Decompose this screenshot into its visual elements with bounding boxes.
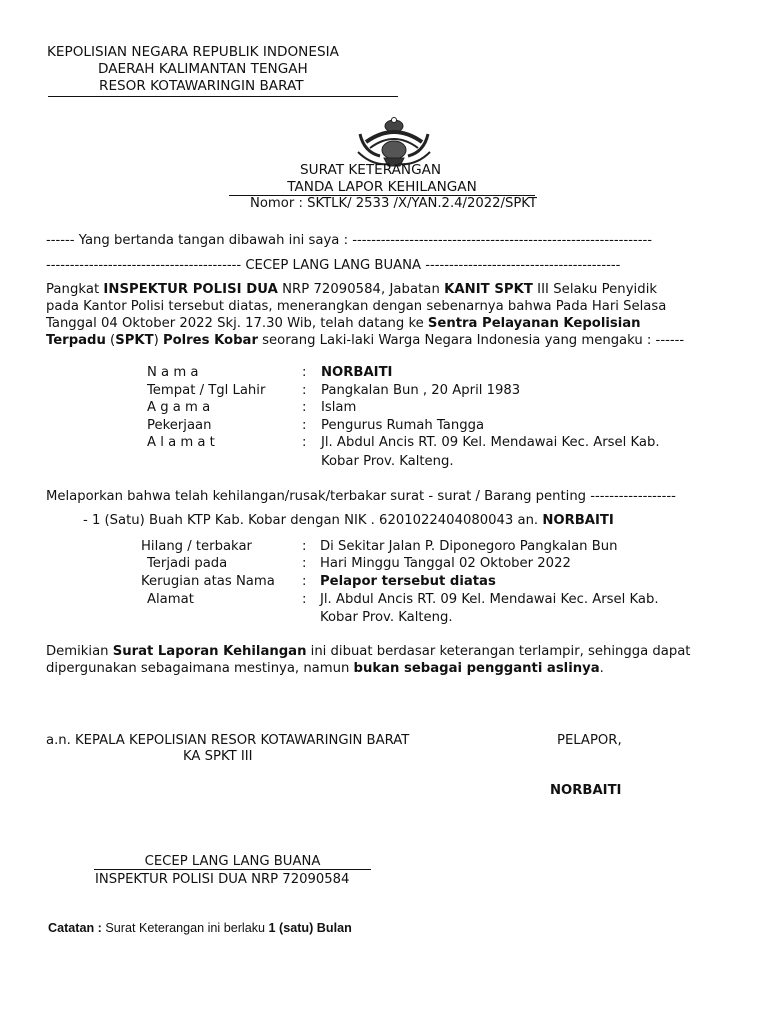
colon: : — [302, 574, 307, 589]
value: Di Sekitar Jalan P. Diponegoro Pangkalan Bun — [320, 539, 618, 554]
value-line-2: Kobar Prov. Kalteng. — [321, 454, 454, 469]
identity-name-row — [0, 365, 768, 382]
para1-line-2: pada Kantor Polisi tersebut diatas, menerangkan dengan sebenarnya bahwa Pada Hari Selasa — [46, 299, 667, 314]
officer-name: CECEP LANG LANG BUANA — [245, 258, 422, 273]
closing-line-2 — [46, 661, 604, 676]
label: A l a m a t — [147, 435, 215, 450]
officer-line — [46, 258, 620, 273]
label: Alamat — [147, 592, 194, 607]
label: N a m a — [147, 365, 199, 380]
closing-line-1 — [46, 644, 690, 659]
colon: : — [302, 539, 307, 554]
reporter-title: PELAPOR, — [557, 733, 622, 748]
text: dipergunakan sebagaimana mestinya, namun — [46, 661, 354, 676]
loss-owner-row — [0, 574, 768, 591]
dashes-right: ----------------------------------------- — [425, 258, 621, 273]
reporter-name: NORBAITI — [550, 783, 622, 798]
police-emblem — [354, 112, 434, 168]
para1-line-3 — [46, 316, 641, 331]
value: Jl. Abdul Ancis RT. 09 Kel. Mendawai Kec. Arsel Kab. — [320, 592, 659, 607]
loss-address-row — [0, 592, 768, 628]
text: Terpadu — [46, 333, 106, 348]
label: Tempat / Tgl Lahir — [147, 383, 266, 398]
label: Kerugian atas Nama — [141, 574, 275, 589]
text: ) — [153, 333, 163, 348]
para1-line-4 — [46, 333, 684, 348]
owner-name: NORBAITI — [542, 513, 614, 528]
signer-line: ------ Yang bertanda tangan dibawah ini saya : --------------------------------------------------------------- — [46, 233, 652, 248]
colon: : — [302, 383, 307, 398]
label: Terjadi pada — [147, 556, 228, 571]
value: Islam — [321, 400, 357, 415]
signer-rank: INSPEKTUR POLISI DUA NRP 72090584 — [95, 872, 350, 887]
value: Hari Minggu Tanggal 02 Oktober 2022 — [320, 556, 571, 571]
header-line-2: DAERAH KALIMANTAN TENGAH — [98, 61, 308, 77]
label: A g a m a — [147, 400, 211, 415]
text: Tanggal 04 Oktober 2022 Skj. 17.30 Wib, telah datang ke — [46, 316, 428, 331]
value: Jl. Abdul Ancis RT. 09 Kel. Mendawai Kec. Arsel Kab. — [321, 435, 660, 450]
emphasis: bukan sebagai pengganti aslinya — [353, 661, 600, 676]
rank: INSPEKTUR POLISI DUA — [103, 282, 278, 297]
note-duration: 1 (satu) Bulan — [268, 921, 352, 935]
header-line-3: RESOR KOTAWARINGIN BARAT — [99, 78, 304, 94]
label: Pekerjaan — [147, 418, 212, 433]
text: ( — [105, 333, 116, 348]
loss-date-row — [0, 556, 768, 573]
text: - 1 (Satu) Buah KTP Kab. Kobar dengan NIK . 6201022404080043 an. — [83, 513, 543, 528]
value: Pangkalan Bun , 20 April 1983 — [321, 383, 521, 398]
text: III Selaku Penyidik — [532, 282, 658, 297]
identity-birth-row — [0, 383, 768, 400]
title-line-1: SURAT KETERANGAN — [300, 162, 442, 178]
colon: : — [302, 592, 307, 607]
position: KANIT SPKT — [444, 282, 533, 297]
value: Pengurus Rumah Tangga — [321, 418, 485, 433]
text: SPKT — [115, 333, 154, 348]
signer-name: CECEP LANG LANG BUANA — [94, 854, 371, 870]
value: NORBAITI — [321, 365, 393, 380]
value-line-2: Kobar Prov. Kalteng. — [320, 610, 453, 625]
signer-subtitle: KA SPKT III — [183, 749, 253, 764]
note-label: Catatan : — [48, 921, 102, 935]
colon: : — [302, 365, 307, 380]
identity-job-row — [0, 418, 768, 435]
header-underline — [48, 96, 398, 97]
text: ini dibuat berdasar keterangan terlampir, sehingga dapat — [306, 644, 691, 659]
nomor: Nomor : SKTLK/ 2533 /X/YAN.2.4/2022/SPKT — [250, 196, 537, 211]
report-item — [83, 513, 614, 528]
identity-religion-row — [0, 400, 768, 417]
text: seorang Laki-laki Warga Negara Indonesia yang mengaku : ------ — [257, 333, 685, 348]
text: Polres Kobar — [162, 333, 258, 348]
signer-title: a.n. KEPALA KEPOLISIAN RESOR KOTAWARINGIN BARAT — [46, 733, 410, 748]
colon: : — [302, 400, 307, 415]
note-text: Surat Keterangan ini berlaku — [101, 921, 269, 935]
text: . — [599, 661, 604, 676]
text: Demikian — [46, 644, 113, 659]
loss-place-row — [0, 539, 768, 556]
title-line-2: TANDA LAPOR KEHILANGAN — [229, 179, 535, 196]
text: Pangkat — [46, 282, 104, 297]
colon: : — [302, 556, 307, 571]
doc-name: Surat Laporan Kehilangan — [112, 644, 307, 659]
colon: : — [302, 435, 307, 450]
spkt-name: Sentra Pelayanan Kepolisian — [427, 316, 641, 331]
para1-line-1 — [46, 282, 657, 297]
value: Pelapor tersebut diatas — [320, 574, 496, 589]
colon: : — [302, 418, 307, 433]
label: Hilang / terbakar — [141, 539, 252, 554]
validity-note — [48, 921, 352, 935]
text: NRP 72090584, Jabatan — [277, 282, 445, 297]
header-line-1: KEPOLISIAN NEGARA REPUBLIK INDONESIA — [47, 44, 339, 60]
identity-address-row — [0, 435, 768, 471]
report-line: Melaporkan bahwa telah kehilangan/rusak/terbakar surat - surat / Barang penting ------------------ — [46, 489, 676, 504]
dashes-left: ----------------------------------------- — [46, 258, 242, 273]
